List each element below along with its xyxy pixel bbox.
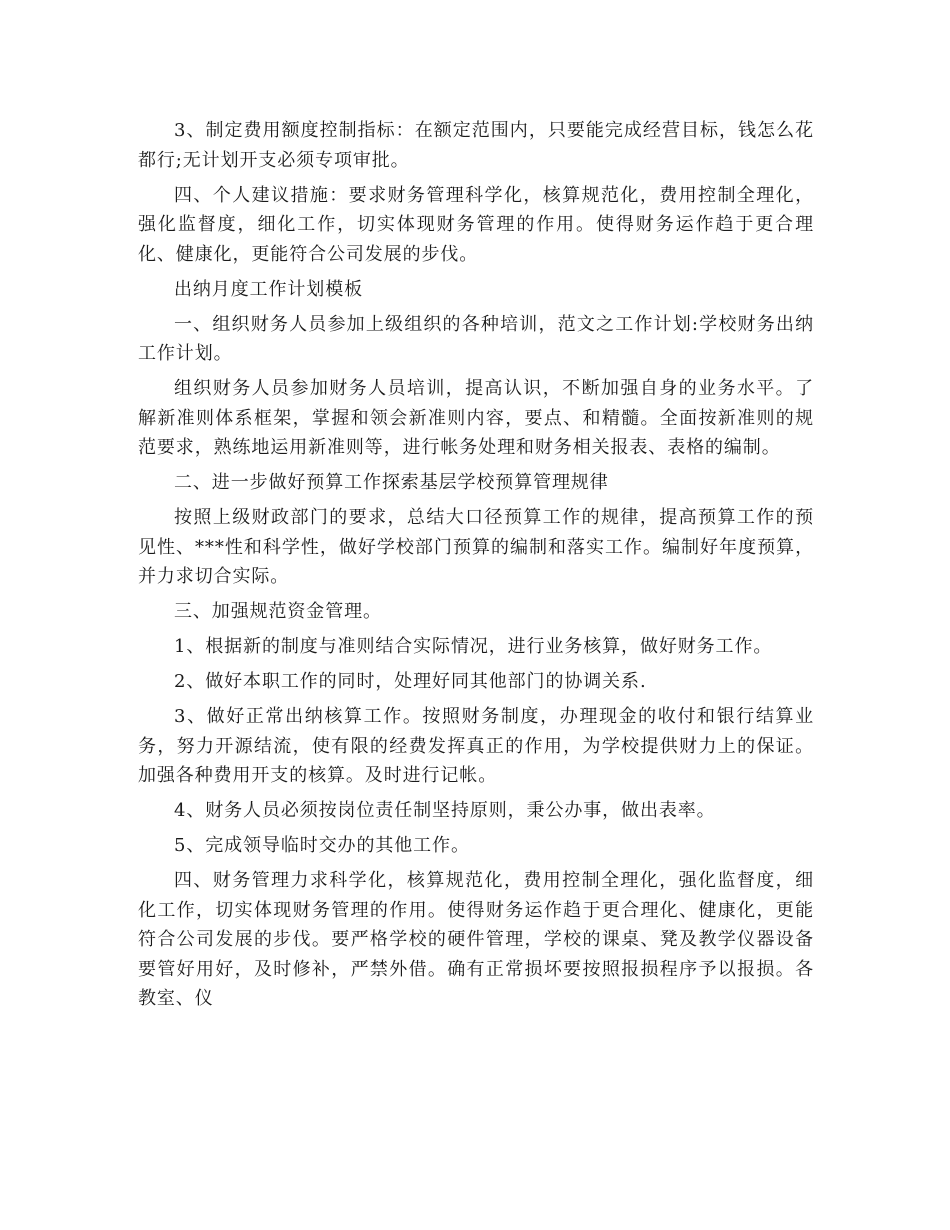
list-item-5: 5、完成领导临时交办的其他工作。	[174, 835, 470, 856]
list-item-2: 2、做好本职工作的同时，处理好同其他部门的协调关系.	[174, 671, 647, 692]
list-item-1: 1、根据新的制度与准则结合实际情况，进行业务核算，做好财务工作。	[174, 636, 773, 657]
heading-fund-management: 三、加强规范资金管理。	[174, 601, 382, 622]
list-item-3: 3、做好正常出纳核算工作。按照财务制度，办理现金的收付和银行结算业务，努力开源结流，使有限的经费发挥真正的作用，为学校提供财力上的保证。加强各种费用开支的核算。及时进行记帐。	[138, 706, 814, 786]
heading-budget-work: 二、进一步做好预算工作探索基层学校预算管理规律	[174, 472, 609, 493]
paragraph-budget-details: 按照上级财政部门的要求，总结大口径预算工作的规律，提高预算工作的预见性、***性和科学性，做好学校部门预算的编制和落实工作。编制好年度预算，并力求切合实际。	[138, 507, 814, 587]
list-item-4: 4、财务人员必须按岗位责任制坚持原则，秉公办事，做出表率。	[174, 800, 716, 821]
paragraph-personal-suggestions: 四、个人建议措施：要求财务管理科学化，核算规范化，费用控制全理化，强化监督度，细化工作，切实体现财务管理的作用。使得财务运作趋于更合理化、健康化，更能符合公司发展的步伐。	[138, 184, 814, 265]
section-title-cashier-monthly-plan: 出纳月度工作计划模板	[174, 278, 363, 300]
paragraph-training-details: 组织财务人员参加财务人员培训，提高认识，不断加强自身的业务水平。了解新准则体系框架，掌握和领会新准则内容，要点、和精髓。全面按新准则的规范要求，熟练地运用新准则等，进行帐务处理和财务相关报表、表格的编制。	[138, 378, 814, 458]
paragraph-cost-control-indicator: 3、制定费用额度控制指标：在额定范围内，只要能完成经营目标，钱怎么花都行;无计划开支必须专项审批。	[138, 120, 814, 171]
document-body	[138, 116, 814, 1019]
paragraph-organize-training: 一、组织财务人员参加上级组织的各种培训，范文之工作计划:学校财务出纳工作计划。	[138, 313, 814, 364]
paragraph-financial-management: 四、财务管理力求科学化，核算规范化，费用控制全理化，强化监督度，细化工作，切实体现财务管理的作用。使得财务运作趋于更合理化、健康化，更能符合公司发展的步伐。要严格学校的硬件管理，学校的课桌、凳及教学仪器设备要管好用好，及时修补，严禁外借。确有正常损坏要按照报损程序予以报损。各教室、仪	[138, 870, 814, 1009]
